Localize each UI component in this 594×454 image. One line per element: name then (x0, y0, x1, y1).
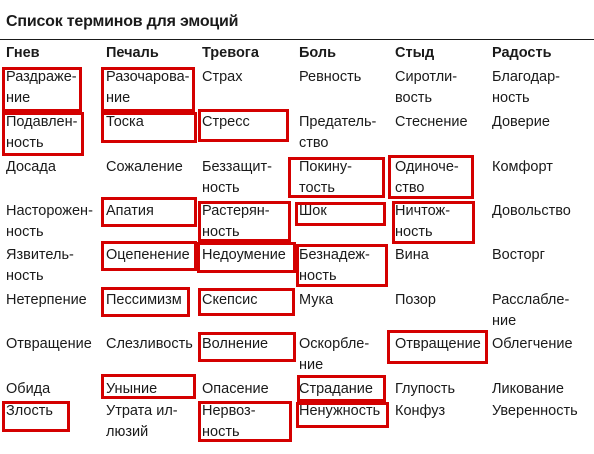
cell-text: тость (299, 180, 335, 196)
table-cell (6, 201, 93, 243)
cell-text: Насторожен- (6, 203, 93, 219)
cell-text: ность (202, 180, 240, 196)
cell-text: ность (6, 268, 44, 284)
title-rule (0, 39, 594, 40)
cell-text: Мука (299, 292, 334, 308)
table-cell (395, 401, 445, 422)
cell-text: Конфуз (395, 403, 446, 419)
cell-text: ность (492, 90, 530, 106)
table-cell (6, 112, 77, 154)
cell-text: Недоумение (202, 247, 286, 263)
table-cell (106, 401, 178, 443)
column-header: Печаль (106, 45, 159, 61)
cell-text: ность (299, 268, 337, 284)
table-cell (202, 334, 268, 355)
column-header: Тревога (202, 45, 259, 61)
cell-text: Опасение (202, 381, 269, 397)
table-cell (202, 112, 250, 133)
cell-text: Сожаление (106, 159, 183, 175)
cell-text: ние (299, 357, 324, 373)
cell-text: Позор (395, 292, 436, 308)
cell-text: Нетерпение (6, 292, 87, 308)
cell-text: Волнение (202, 336, 269, 352)
cell-text: Комфорт (492, 159, 553, 175)
cell-text: Ликование (492, 381, 564, 397)
cell-text: Стеснение (395, 114, 468, 130)
table-cell (395, 112, 468, 133)
cell-text: Ревность (299, 69, 362, 85)
table-cell (492, 245, 545, 266)
table-cell (395, 334, 481, 355)
table-cell (202, 201, 270, 243)
table-cell (492, 401, 578, 422)
column-header: Стыд (395, 45, 435, 61)
cell-text: Отвращение (6, 336, 92, 352)
table-cell (492, 379, 564, 400)
table-cell (202, 290, 258, 311)
table-cell (299, 157, 352, 199)
cell-text: Расслабле- (492, 292, 570, 308)
cell-text: Восторг (492, 247, 545, 263)
cell-text: Уверенность (492, 403, 578, 419)
table-cell (395, 245, 429, 266)
cell-text: Скепсис (202, 292, 258, 308)
cell-text: Досада (6, 159, 56, 175)
cell-text: Безнадеж- (299, 247, 370, 263)
cell-text: ство (299, 135, 329, 151)
table-cell (202, 379, 269, 400)
table-cell (299, 201, 327, 222)
table-cell (395, 157, 459, 199)
column-header: Радость (492, 45, 552, 61)
table-cell (299, 290, 333, 311)
cell-text: Довольство (492, 203, 571, 219)
cell-text: Раздраже- (6, 69, 77, 85)
cell-text: ность (6, 135, 44, 151)
cell-text: Страдание (299, 381, 373, 397)
column-header: Боль (299, 45, 337, 61)
cell-text: Ненужность (299, 403, 381, 419)
cell-text: люзий (106, 424, 149, 440)
table-cell (395, 379, 455, 400)
cell-text: Подавлен- (6, 114, 78, 130)
table-cell (6, 401, 53, 422)
cell-text: Глупость (395, 381, 456, 397)
table-cell (395, 290, 436, 311)
table-cell (6, 245, 74, 287)
table-cell (492, 112, 550, 133)
cell-text: Доверие (492, 114, 550, 130)
cell-text: Уныние (106, 381, 158, 397)
cell-text: Покину- (299, 159, 353, 175)
cell-text: Оцепенение (106, 247, 190, 263)
table-cell (492, 67, 560, 109)
cell-text: ние (492, 313, 517, 329)
table-cell (6, 379, 50, 400)
table-cell (202, 245, 286, 266)
table-cell (106, 112, 144, 133)
cell-text: Сиротли- (395, 69, 458, 85)
table-cell (395, 201, 450, 243)
table-cell (299, 334, 369, 376)
table-cell (299, 245, 370, 287)
cell-text: вость (395, 90, 433, 106)
cell-text: ние (106, 90, 131, 106)
table-cell (299, 379, 373, 400)
cell-text: Тоска (106, 114, 144, 130)
cell-text: Утрата ил- (106, 403, 178, 419)
cell-text: ние (6, 90, 31, 106)
cell-text: ство (395, 180, 425, 196)
cell-text: Благодар- (492, 69, 561, 85)
cell-text: Облегчение (492, 336, 573, 352)
table-cell (106, 379, 157, 400)
cell-text: Предатель- (299, 114, 377, 130)
cell-text: Слезливость (106, 336, 193, 352)
table-cell (492, 290, 569, 332)
table-cell (106, 334, 193, 355)
table-cell (6, 290, 87, 311)
table-cell (6, 157, 56, 178)
table-cell (202, 401, 256, 443)
cell-text: ность (202, 424, 240, 440)
cell-text: Отвращение (395, 336, 481, 352)
table-cell (492, 157, 553, 178)
cell-text: Растерян- (202, 203, 270, 219)
table-title: Список терминов для эмоций (6, 13, 239, 30)
cell-text: Беззащит- (202, 159, 272, 175)
table-cell (299, 112, 376, 154)
cell-text: Шок (299, 203, 327, 219)
table-cell (492, 334, 573, 355)
table-cell (202, 157, 272, 199)
table-cell (299, 401, 380, 422)
cell-text: Апатия (106, 203, 154, 219)
table-cell (6, 334, 92, 355)
table-cell (106, 201, 154, 222)
cell-text: Страх (202, 69, 243, 85)
table-cell (106, 245, 190, 266)
cell-text: Язвитель- (6, 247, 74, 263)
table-cell (202, 67, 243, 88)
table-cell (106, 157, 183, 178)
cell-text: ность (6, 224, 44, 240)
cell-text: ность (395, 224, 433, 240)
cell-text: Одиноче- (395, 159, 459, 175)
table-cell (299, 67, 361, 88)
cell-text: Нервоз- (202, 403, 256, 419)
cell-text: Оскорбле- (299, 336, 370, 352)
cell-text: Пессимизм (106, 292, 182, 308)
table-cell (6, 67, 77, 109)
table-cell (106, 290, 182, 311)
cell-text: Обида (6, 381, 51, 397)
cell-text: ность (202, 224, 240, 240)
cell-text: Разочарова- (106, 69, 190, 85)
cell-text: Ничтож- (395, 203, 451, 219)
column-header: Гнев (6, 45, 40, 61)
cell-text: Злость (6, 403, 53, 419)
table-cell (492, 201, 571, 222)
table-cell (106, 67, 190, 109)
cell-text: Стресс (202, 114, 250, 130)
table-cell (395, 67, 457, 109)
cell-text: Вина (395, 247, 429, 263)
